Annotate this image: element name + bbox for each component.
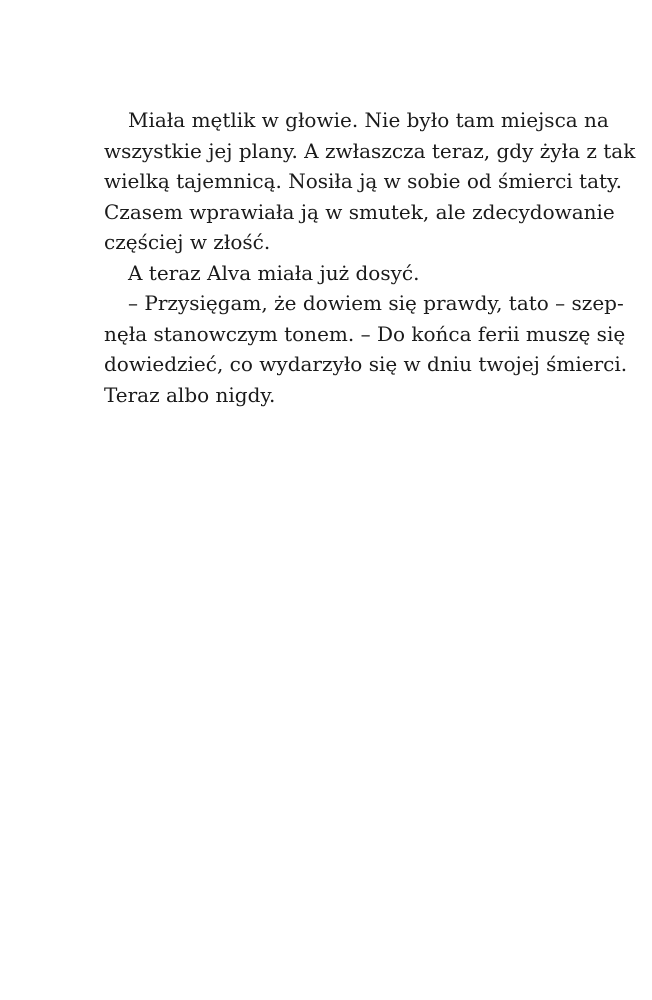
- text-line: częściej w złość.: [104, 230, 271, 254]
- paragraph-1: [104, 105, 636, 258]
- text-line: – Przysięgam, że dowiem się prawdy, tato – szep-: [128, 291, 624, 315]
- text-line: wszystkie jej plany. A zwłaszcza teraz, gdy żyła z tak: [104, 138, 636, 163]
- text-line: nęła stanowczym tonem. – Do końca ferii muszę się: [104, 321, 626, 346]
- text-line: dowiedzieć, co wydarzyło się w dniu twojej śmierci.: [104, 352, 628, 376]
- text-line: Czasem wprawiała ją w smutek, ale zdecydowanie: [104, 199, 615, 224]
- text-line: Miała mętlik w głowie. Nie było tam miejsca na: [128, 108, 609, 132]
- text-line: A teraz Alva miała już dosyć.: [128, 260, 420, 285]
- paragraph-2: [104, 258, 540, 289]
- text-line: wielką tajemnicą. Nosiła ją w sobie od śmierci taty.: [104, 169, 623, 193]
- body-text: [104, 105, 636, 410]
- paragraph-3: [104, 288, 628, 410]
- text-line: Teraz albo nigdy.: [104, 382, 276, 407]
